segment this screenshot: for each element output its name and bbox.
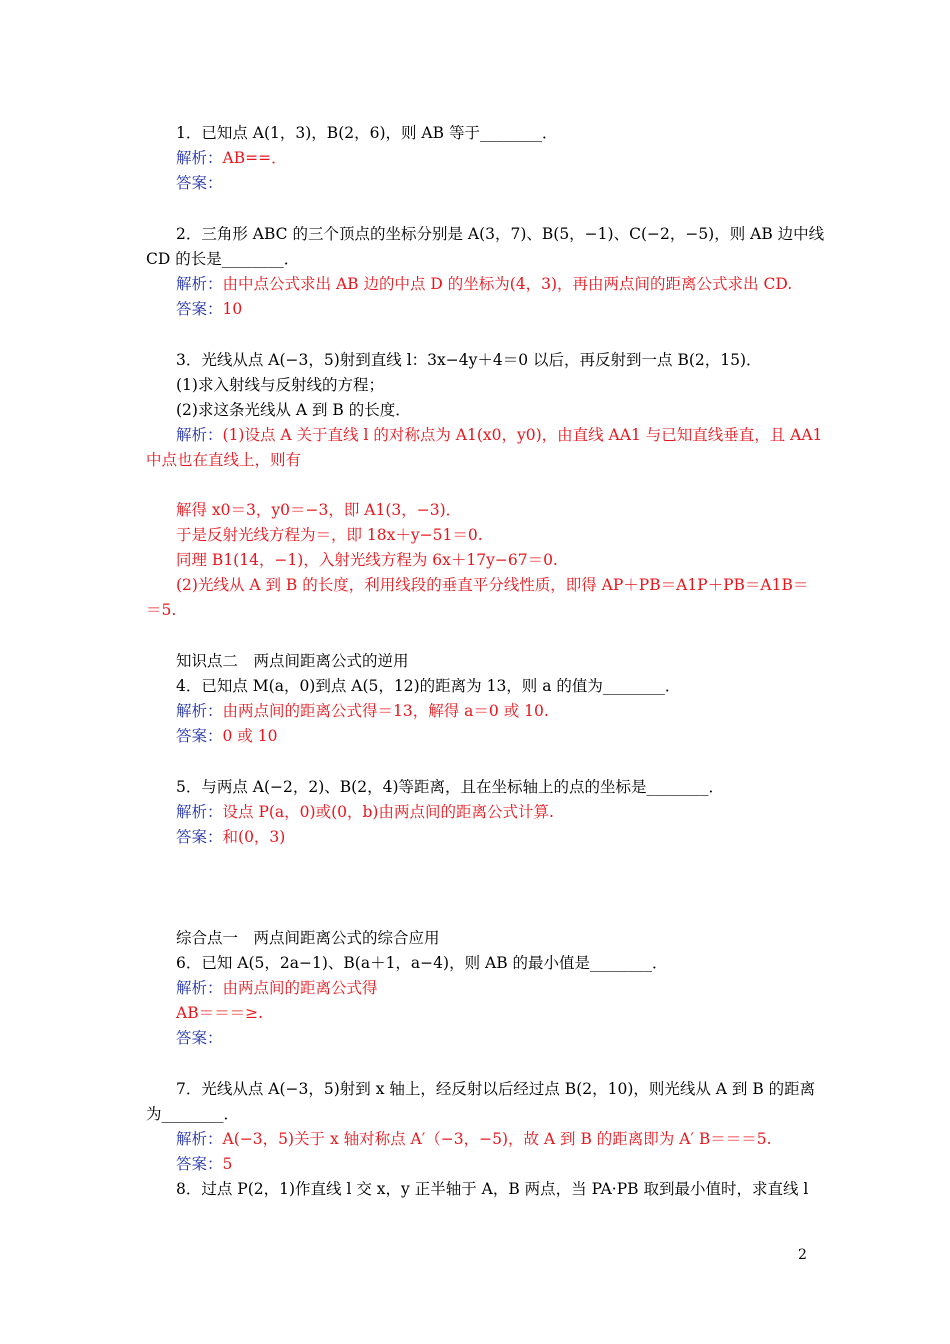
answer-text: 0 或 10 — [222, 727, 278, 745]
solution-label: 解析： — [176, 803, 223, 821]
solution-label: 解析： — [176, 979, 223, 997]
problem-5-answer — [176, 827, 285, 847]
problem-4-solution — [176, 701, 549, 721]
problem-1-answer — [176, 173, 223, 193]
problem-4-answer — [176, 726, 277, 746]
answer-text: 10 — [222, 300, 243, 318]
section-heading-comprehensive-1: 综合点一 两点间距离公式的综合应用 — [176, 929, 440, 947]
answer-label: 答案： — [176, 174, 223, 192]
problem-8-question-line-1: 8．过点 P(2，1)作直线 l 交 x，y 正半轴于 A，B 两点，当 PA·PB 取到最小值时，求直线 l — [176, 1180, 809, 1198]
solution-label: 解析： — [176, 1130, 223, 1148]
solution-text: 设点 P(a，0)或(0，b)由两点间的距离公式计算. — [222, 803, 554, 821]
problem-3-part-1: (1)求入射线与反射线的方程； — [176, 376, 384, 394]
problem-3-solution-line-4: 于是反射光线方程为＝，即 18x＋y−51＝0. — [176, 526, 483, 544]
solution-text: A(−3，5)关于 x 轴对称点 A′（−3，−5)，故 A 到 B 的距离即为 A′ B＝＝＝5. — [222, 1130, 772, 1148]
problem-2-solution — [176, 274, 792, 294]
answer-label: 答案： — [176, 727, 223, 745]
problem-1-question: 1．已知点 A(1，3)，B(2，6)，则 AB 等于________． — [176, 124, 558, 142]
problem-7-solution — [176, 1129, 772, 1149]
problem-3-question-line-1: 3．光线从点 A(−3，5)射到直线 l：3x−4y＋4＝0 以后，再反射到一点 B(2，15)． — [176, 351, 762, 369]
problem-1-solution — [176, 148, 287, 168]
problem-7-question-line-2: 为________． — [146, 1105, 240, 1123]
solution-label: 解析： — [176, 275, 223, 293]
answer-text: 5 — [222, 1155, 233, 1173]
problem-3-solution-line-2: 中点也在直线上，则有 — [146, 451, 302, 469]
solution-label: 解析： — [176, 702, 223, 720]
solution-label: 解析： — [176, 426, 223, 444]
problem-6-solution-line-1 — [176, 978, 378, 998]
problem-3-solution-line-1 — [176, 425, 822, 445]
problem-5-question: 5．与两点 A(−2，2)、B(2，4)等距离，且在坐标轴上的点的坐标是________． — [176, 778, 724, 796]
problem-2-answer — [176, 299, 242, 319]
answer-label: 答案： — [176, 1155, 223, 1173]
problem-3-solution-line-3: 解得 x0＝3，y0＝−3，即 A1(3，−3)． — [176, 501, 462, 519]
solution-text: 由中点公式求出 AB 边的中点 D 的坐标为(4，3)，再由两点间的距离公式求出 CD. — [222, 275, 793, 293]
solution-text: (1)设点 A 关于直线 l 的对称点为 A1(x0，y0)，由直线 AA1 与已知直线垂直，且 AA1 — [222, 426, 823, 444]
problem-3-part-2: (2)求这条光线从 A 到 B 的长度． — [176, 401, 411, 419]
answer-label: 答案： — [176, 828, 223, 846]
problem-2-question-line-2: CD 的长是________． — [146, 250, 300, 268]
problem-7-question-line-1: 7．光线从点 A(−3，5)射到 x 轴上，经反射以后经过点 B(2，10)，则光线从 A 到 B 的距离 — [176, 1080, 816, 1098]
page-number: 2 — [798, 1247, 807, 1263]
answer-text: 和(0，3) — [222, 828, 286, 846]
problem-3-solution-line-6: (2)光线从 A 到 B 的长度，利用线段的垂直平分线性质，即得 AP＋PB＝A1P＋PB＝A1B＝ — [176, 576, 809, 594]
solution-text: AB==． — [222, 149, 287, 167]
problem-4-question: 4．已知点 M(a，0)到点 A(5，12)的距离为 13，则 a 的值为________． — [176, 677, 681, 695]
problem-5-solution — [176, 802, 554, 822]
section-heading-knowledge-2: 知识点二 两点间距离公式的逆用 — [176, 652, 409, 670]
problem-3-solution-line-5: 同理 B1(14，−1)，入射光线方程为 6x＋17y−67＝0. — [176, 551, 558, 569]
answer-label: 答案： — [176, 1029, 223, 1047]
solution-text: 由两点间的距离公式得＝13，解得 a＝0 或 10. — [222, 702, 549, 720]
problem-7-answer — [176, 1154, 232, 1174]
problem-6-question: 6．已知 A(5，2a−1)、B(a＋1，a−4)，则 AB 的最小值是________． — [176, 954, 668, 972]
solution-text: 由两点间的距离公式得 — [222, 979, 378, 997]
problem-6-solution-line-2: AB＝＝＝≥. — [176, 1004, 263, 1022]
solution-label: 解析： — [176, 149, 223, 167]
problem-2-question-line-1: 2．三角形 ABC 的三个顶点的坐标分别是 A(3，7)、B(5，−1)、C(−2，−5)，则 AB 边中线 — [176, 225, 825, 243]
answer-label: 答案： — [176, 300, 223, 318]
problem-6-answer — [176, 1028, 223, 1048]
problem-3-solution-line-7: ＝5. — [146, 601, 177, 619]
